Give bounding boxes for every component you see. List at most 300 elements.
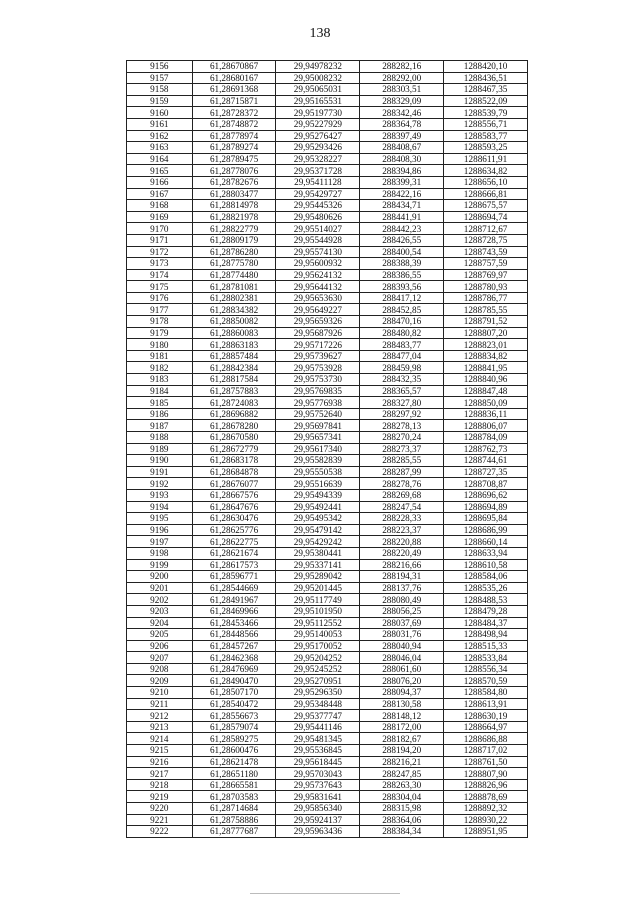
table-row (127, 733, 528, 745)
point-number-cell: 9193 (127, 489, 193, 501)
table-row (127, 768, 528, 780)
longitude-cell: 29,95617340 (276, 443, 360, 455)
longitude-cell: 29,95582839 (276, 455, 360, 467)
table-row (127, 107, 528, 119)
y-coordinate-cell: 1288522,09 (444, 95, 528, 107)
table-row (127, 258, 528, 270)
latitude-cell: 61,28453466 (192, 617, 276, 629)
x-coordinate-cell: 288477,04 (360, 350, 444, 362)
longitude-cell: 29,95856340 (276, 803, 360, 815)
longitude-cell: 29,95600932 (276, 258, 360, 270)
y-coordinate-cell: 1288878,69 (444, 791, 528, 803)
point-number-cell: 9158 (127, 84, 193, 96)
x-coordinate-cell: 288292,00 (360, 72, 444, 84)
point-number-cell: 9222 (127, 826, 193, 838)
latitude-cell: 61,28625776 (192, 524, 276, 536)
point-number-cell: 9180 (127, 339, 193, 351)
longitude-cell: 29,95657341 (276, 432, 360, 444)
coordinates-table (126, 60, 528, 838)
latitude-cell: 61,28757883 (192, 385, 276, 397)
y-coordinate-cell: 1288420,10 (444, 61, 528, 73)
table-row (127, 594, 528, 606)
point-number-cell: 9189 (127, 443, 193, 455)
point-number-cell: 9175 (127, 281, 193, 293)
latitude-cell: 61,28621478 (192, 756, 276, 768)
y-coordinate-cell: 1288892,32 (444, 803, 528, 815)
longitude-cell: 29,95831641 (276, 791, 360, 803)
x-coordinate-cell: 288364,78 (360, 118, 444, 130)
longitude-cell: 29,95769835 (276, 385, 360, 397)
x-coordinate-cell: 288172,00 (360, 721, 444, 733)
latitude-cell: 61,28621674 (192, 547, 276, 559)
y-coordinate-cell: 1288786,77 (444, 292, 528, 304)
latitude-cell: 61,28789475 (192, 153, 276, 165)
y-coordinate-cell: 1288633,94 (444, 547, 528, 559)
table-row (127, 304, 528, 316)
y-coordinate-cell: 1288807,20 (444, 327, 528, 339)
x-coordinate-cell: 288285,55 (360, 455, 444, 467)
y-coordinate-cell: 1288836,11 (444, 408, 528, 420)
latitude-cell: 61,28748872 (192, 118, 276, 130)
latitude-cell: 61,28491967 (192, 594, 276, 606)
x-coordinate-cell: 288076,20 (360, 675, 444, 687)
longitude-cell: 29,95481345 (276, 733, 360, 745)
x-coordinate-cell: 288247,85 (360, 768, 444, 780)
point-number-cell: 9194 (127, 501, 193, 513)
latitude-cell: 61,28728372 (192, 107, 276, 119)
point-number-cell: 9184 (127, 385, 193, 397)
longitude-cell: 29,95296350 (276, 687, 360, 699)
x-coordinate-cell: 288393,56 (360, 281, 444, 293)
table-row (127, 269, 528, 281)
latitude-cell: 61,28817584 (192, 374, 276, 386)
x-coordinate-cell: 288442,23 (360, 223, 444, 235)
latitude-cell: 61,28678280 (192, 420, 276, 432)
latitude-cell: 61,28774480 (192, 269, 276, 281)
y-coordinate-cell: 1288556,34 (444, 663, 528, 675)
point-number-cell: 9165 (127, 165, 193, 177)
table-row (127, 432, 528, 444)
longitude-cell: 29,95544928 (276, 234, 360, 246)
point-number-cell: 9201 (127, 582, 193, 594)
point-number-cell: 9207 (127, 652, 193, 664)
table-row (127, 420, 528, 432)
latitude-cell: 61,28540472 (192, 698, 276, 710)
latitude-cell: 61,28622775 (192, 536, 276, 548)
point-number-cell: 9174 (127, 269, 193, 281)
point-number-cell: 9216 (127, 756, 193, 768)
table-row (127, 61, 528, 73)
longitude-cell: 29,95753730 (276, 374, 360, 386)
table-row (127, 513, 528, 525)
y-coordinate-cell: 1288743,59 (444, 246, 528, 258)
point-number-cell: 9210 (127, 687, 193, 699)
latitude-cell: 61,28462368 (192, 652, 276, 664)
point-number-cell: 9166 (127, 176, 193, 188)
x-coordinate-cell: 288426,55 (360, 234, 444, 246)
point-number-cell: 9196 (127, 524, 193, 536)
point-number-cell: 9185 (127, 397, 193, 409)
table-row (127, 652, 528, 664)
point-number-cell: 9211 (127, 698, 193, 710)
longitude-cell: 29,95687926 (276, 327, 360, 339)
latitude-cell: 61,28684878 (192, 466, 276, 478)
y-coordinate-cell: 1288696,62 (444, 489, 528, 501)
latitude-cell: 61,28821978 (192, 211, 276, 223)
x-coordinate-cell: 288480,82 (360, 327, 444, 339)
point-number-cell: 9218 (127, 779, 193, 791)
table-row (127, 582, 528, 594)
footer-divider (250, 893, 400, 894)
x-coordinate-cell: 288408,30 (360, 153, 444, 165)
latitude-cell: 61,28667576 (192, 489, 276, 501)
latitude-cell: 61,28703583 (192, 791, 276, 803)
latitude-cell: 61,28683178 (192, 455, 276, 467)
y-coordinate-cell: 1288634,82 (444, 165, 528, 177)
x-coordinate-cell: 288365,57 (360, 385, 444, 397)
y-coordinate-cell: 1288823,01 (444, 339, 528, 351)
point-number-cell: 9204 (127, 617, 193, 629)
table-row (127, 559, 528, 571)
longitude-cell: 29,95276427 (276, 130, 360, 142)
y-coordinate-cell: 1288630,19 (444, 710, 528, 722)
table-row (127, 617, 528, 629)
x-coordinate-cell: 288400,54 (360, 246, 444, 258)
table-row (127, 478, 528, 490)
point-number-cell: 9169 (127, 211, 193, 223)
x-coordinate-cell: 288247,54 (360, 501, 444, 513)
point-number-cell: 9173 (127, 258, 193, 270)
latitude-cell: 61,28600476 (192, 745, 276, 757)
y-coordinate-cell: 1288708,87 (444, 478, 528, 490)
latitude-cell: 61,28589275 (192, 733, 276, 745)
latitude-cell: 61,28651180 (192, 768, 276, 780)
table-row (127, 501, 528, 513)
y-coordinate-cell: 1288695,84 (444, 513, 528, 525)
x-coordinate-cell: 288061,60 (360, 663, 444, 675)
table-row (127, 826, 528, 838)
latitude-cell: 61,28579074 (192, 721, 276, 733)
y-coordinate-cell: 1288498,94 (444, 629, 528, 641)
y-coordinate-cell: 1288664,97 (444, 721, 528, 733)
x-coordinate-cell: 288483,77 (360, 339, 444, 351)
longitude-cell: 29,95514027 (276, 223, 360, 235)
point-number-cell: 9190 (127, 455, 193, 467)
table-row (127, 524, 528, 536)
longitude-cell: 29,95624132 (276, 269, 360, 281)
table-row (127, 745, 528, 757)
x-coordinate-cell: 288432,35 (360, 374, 444, 386)
longitude-cell: 29,95170052 (276, 640, 360, 652)
table-row (127, 200, 528, 212)
point-number-cell: 9179 (127, 327, 193, 339)
longitude-cell: 29,95380441 (276, 547, 360, 559)
table-row (127, 95, 528, 107)
latitude-cell: 61,28789274 (192, 142, 276, 154)
y-coordinate-cell: 1288539,79 (444, 107, 528, 119)
x-coordinate-cell: 288459,98 (360, 362, 444, 374)
point-number-cell: 9214 (127, 733, 193, 745)
longitude-cell: 29,95516639 (276, 478, 360, 490)
point-number-cell: 9187 (127, 420, 193, 432)
point-number-cell: 9202 (127, 594, 193, 606)
y-coordinate-cell: 1288436,51 (444, 72, 528, 84)
point-number-cell: 9206 (127, 640, 193, 652)
y-coordinate-cell: 1288584,06 (444, 571, 528, 583)
x-coordinate-cell: 288194,31 (360, 571, 444, 583)
longitude-cell: 29,95165531 (276, 95, 360, 107)
latitude-cell: 61,28814978 (192, 200, 276, 212)
longitude-cell: 29,95441146 (276, 721, 360, 733)
x-coordinate-cell: 288364,06 (360, 814, 444, 826)
x-coordinate-cell: 288408,67 (360, 142, 444, 154)
point-number-cell: 9171 (127, 234, 193, 246)
latitude-cell: 61,28476969 (192, 663, 276, 675)
longitude-cell: 29,95204252 (276, 652, 360, 664)
y-coordinate-cell: 1288840,96 (444, 374, 528, 386)
x-coordinate-cell: 288434,71 (360, 200, 444, 212)
x-coordinate-cell: 288216,21 (360, 756, 444, 768)
y-coordinate-cell: 1288744,61 (444, 455, 528, 467)
latitude-cell: 61,28724083 (192, 397, 276, 409)
point-number-cell: 9188 (127, 432, 193, 444)
longitude-cell: 29,95495342 (276, 513, 360, 525)
point-number-cell: 9183 (127, 374, 193, 386)
table-row (127, 675, 528, 687)
latitude-cell: 61,28802381 (192, 292, 276, 304)
x-coordinate-cell: 288422,16 (360, 188, 444, 200)
latitude-cell: 61,28672779 (192, 443, 276, 455)
x-coordinate-cell: 288273,37 (360, 443, 444, 455)
table-row (127, 397, 528, 409)
latitude-cell: 61,28670580 (192, 432, 276, 444)
latitude-cell: 61,28507170 (192, 687, 276, 699)
point-number-cell: 9220 (127, 803, 193, 815)
point-number-cell: 9182 (127, 362, 193, 374)
longitude-cell: 29,95492441 (276, 501, 360, 513)
latitude-cell: 61,28556673 (192, 710, 276, 722)
point-number-cell: 9178 (127, 316, 193, 328)
latitude-cell: 61,28842384 (192, 362, 276, 374)
x-coordinate-cell: 288303,51 (360, 84, 444, 96)
point-number-cell: 9167 (127, 188, 193, 200)
longitude-cell: 29,95963436 (276, 826, 360, 838)
point-number-cell: 9186 (127, 408, 193, 420)
y-coordinate-cell: 1288479,28 (444, 605, 528, 617)
y-coordinate-cell: 1288613,91 (444, 698, 528, 710)
x-coordinate-cell: 288342,46 (360, 107, 444, 119)
table-row (127, 455, 528, 467)
longitude-cell: 29,95494339 (276, 489, 360, 501)
y-coordinate-cell: 1288675,57 (444, 200, 528, 212)
x-coordinate-cell: 288270,24 (360, 432, 444, 444)
latitude-cell: 61,28457267 (192, 640, 276, 652)
table-row (127, 130, 528, 142)
x-coordinate-cell: 288384,34 (360, 826, 444, 838)
x-coordinate-cell: 288282,16 (360, 61, 444, 73)
table-row (127, 571, 528, 583)
latitude-cell: 61,28777687 (192, 826, 276, 838)
latitude-cell: 61,28782676 (192, 176, 276, 188)
longitude-cell: 29,95924137 (276, 814, 360, 826)
longitude-cell: 29,95140053 (276, 629, 360, 641)
point-number-cell: 9176 (127, 292, 193, 304)
y-coordinate-cell: 1288556,71 (444, 118, 528, 130)
point-number-cell: 9197 (127, 536, 193, 548)
coordinates-table-body (127, 61, 528, 838)
longitude-cell: 29,95293426 (276, 142, 360, 154)
point-number-cell: 9164 (127, 153, 193, 165)
longitude-cell: 29,95065031 (276, 84, 360, 96)
y-coordinate-cell: 1288769,97 (444, 269, 528, 281)
y-coordinate-cell: 1288694,89 (444, 501, 528, 513)
latitude-cell: 61,28647676 (192, 501, 276, 513)
x-coordinate-cell: 288287,99 (360, 466, 444, 478)
point-number-cell: 9162 (127, 130, 193, 142)
point-number-cell: 9168 (127, 200, 193, 212)
longitude-cell: 29,95445326 (276, 200, 360, 212)
latitude-cell: 61,28696882 (192, 408, 276, 420)
point-number-cell: 9208 (127, 663, 193, 675)
y-coordinate-cell: 1288570,59 (444, 675, 528, 687)
y-coordinate-cell: 1288834,82 (444, 350, 528, 362)
y-coordinate-cell: 1288610,58 (444, 559, 528, 571)
y-coordinate-cell: 1288533,84 (444, 652, 528, 664)
table-row (127, 385, 528, 397)
x-coordinate-cell: 288386,55 (360, 269, 444, 281)
latitude-cell: 61,28448566 (192, 629, 276, 641)
point-number-cell: 9215 (127, 745, 193, 757)
x-coordinate-cell: 288278,76 (360, 478, 444, 490)
latitude-cell: 61,28670867 (192, 61, 276, 73)
longitude-cell: 29,95112552 (276, 617, 360, 629)
y-coordinate-cell: 1288583,77 (444, 130, 528, 142)
longitude-cell: 29,95201445 (276, 582, 360, 594)
table-row (127, 536, 528, 548)
table-row (127, 223, 528, 235)
point-number-cell: 9203 (127, 605, 193, 617)
point-number-cell: 9198 (127, 547, 193, 559)
latitude-cell: 61,28680167 (192, 72, 276, 84)
table-row (127, 281, 528, 293)
y-coordinate-cell: 1288807,90 (444, 768, 528, 780)
table-row (127, 721, 528, 733)
latitude-cell: 61,28596771 (192, 571, 276, 583)
x-coordinate-cell: 288182,67 (360, 733, 444, 745)
y-coordinate-cell: 1288686,88 (444, 733, 528, 745)
latitude-cell: 61,28490470 (192, 675, 276, 687)
longitude-cell: 29,94978232 (276, 61, 360, 73)
y-coordinate-cell: 1288611,91 (444, 153, 528, 165)
table-row (127, 756, 528, 768)
longitude-cell: 29,95697841 (276, 420, 360, 432)
table-row (127, 292, 528, 304)
table-row (127, 698, 528, 710)
table-row (127, 327, 528, 339)
point-number-cell: 9195 (127, 513, 193, 525)
latitude-cell: 61,28857484 (192, 350, 276, 362)
x-coordinate-cell: 288263,30 (360, 779, 444, 791)
x-coordinate-cell: 288388,39 (360, 258, 444, 270)
y-coordinate-cell: 1288951,95 (444, 826, 528, 838)
table-row (127, 316, 528, 328)
y-coordinate-cell: 1288847,48 (444, 385, 528, 397)
table-row (127, 687, 528, 699)
y-coordinate-cell: 1288728,75 (444, 234, 528, 246)
y-coordinate-cell: 1288761,50 (444, 756, 528, 768)
y-coordinate-cell: 1288467,35 (444, 84, 528, 96)
y-coordinate-cell: 1288488,53 (444, 594, 528, 606)
longitude-cell: 29,95737643 (276, 779, 360, 791)
y-coordinate-cell: 1288791,52 (444, 316, 528, 328)
latitude-cell: 61,28758886 (192, 814, 276, 826)
latitude-cell: 61,28834382 (192, 304, 276, 316)
x-coordinate-cell: 288278,13 (360, 420, 444, 432)
x-coordinate-cell: 288080,49 (360, 594, 444, 606)
latitude-cell: 61,28803477 (192, 188, 276, 200)
x-coordinate-cell: 288056,25 (360, 605, 444, 617)
longitude-cell: 29,95377747 (276, 710, 360, 722)
table-row (127, 72, 528, 84)
longitude-cell: 29,95411128 (276, 176, 360, 188)
x-coordinate-cell: 288297,92 (360, 408, 444, 420)
y-coordinate-cell: 1288666,81 (444, 188, 528, 200)
latitude-cell: 61,28630476 (192, 513, 276, 525)
table-row (127, 339, 528, 351)
point-number-cell: 9181 (127, 350, 193, 362)
longitude-cell: 29,95227929 (276, 118, 360, 130)
latitude-cell: 61,28469966 (192, 605, 276, 617)
longitude-cell: 29,95479142 (276, 524, 360, 536)
y-coordinate-cell: 1288784,09 (444, 432, 528, 444)
y-coordinate-cell: 1288785,55 (444, 304, 528, 316)
latitude-cell: 61,28809179 (192, 234, 276, 246)
point-number-cell: 9217 (127, 768, 193, 780)
longitude-cell: 29,95337141 (276, 559, 360, 571)
point-number-cell: 9209 (127, 675, 193, 687)
point-number-cell: 9156 (127, 61, 193, 73)
table-row (127, 814, 528, 826)
point-number-cell: 9159 (127, 95, 193, 107)
x-coordinate-cell: 288470,16 (360, 316, 444, 328)
latitude-cell: 61,28617573 (192, 559, 276, 571)
latitude-cell: 61,28781081 (192, 281, 276, 293)
x-coordinate-cell: 288148,12 (360, 710, 444, 722)
x-coordinate-cell: 288220,49 (360, 547, 444, 559)
point-number-cell: 9212 (127, 710, 193, 722)
latitude-cell: 61,28714684 (192, 803, 276, 815)
x-coordinate-cell: 288223,37 (360, 524, 444, 536)
x-coordinate-cell: 288194,20 (360, 745, 444, 757)
latitude-cell: 61,28863183 (192, 339, 276, 351)
table-row (127, 153, 528, 165)
point-number-cell: 9205 (127, 629, 193, 641)
table-row (127, 710, 528, 722)
x-coordinate-cell: 288094,37 (360, 687, 444, 699)
x-coordinate-cell: 288137,76 (360, 582, 444, 594)
point-number-cell: 9161 (127, 118, 193, 130)
y-coordinate-cell: 1288484,37 (444, 617, 528, 629)
x-coordinate-cell: 288399,31 (360, 176, 444, 188)
latitude-cell: 61,28860083 (192, 327, 276, 339)
latitude-cell: 61,28778974 (192, 130, 276, 142)
point-number-cell: 9163 (127, 142, 193, 154)
longitude-cell: 29,95197730 (276, 107, 360, 119)
table-row (127, 84, 528, 96)
table-row (127, 547, 528, 559)
x-coordinate-cell: 288417,12 (360, 292, 444, 304)
table-row (127, 443, 528, 455)
